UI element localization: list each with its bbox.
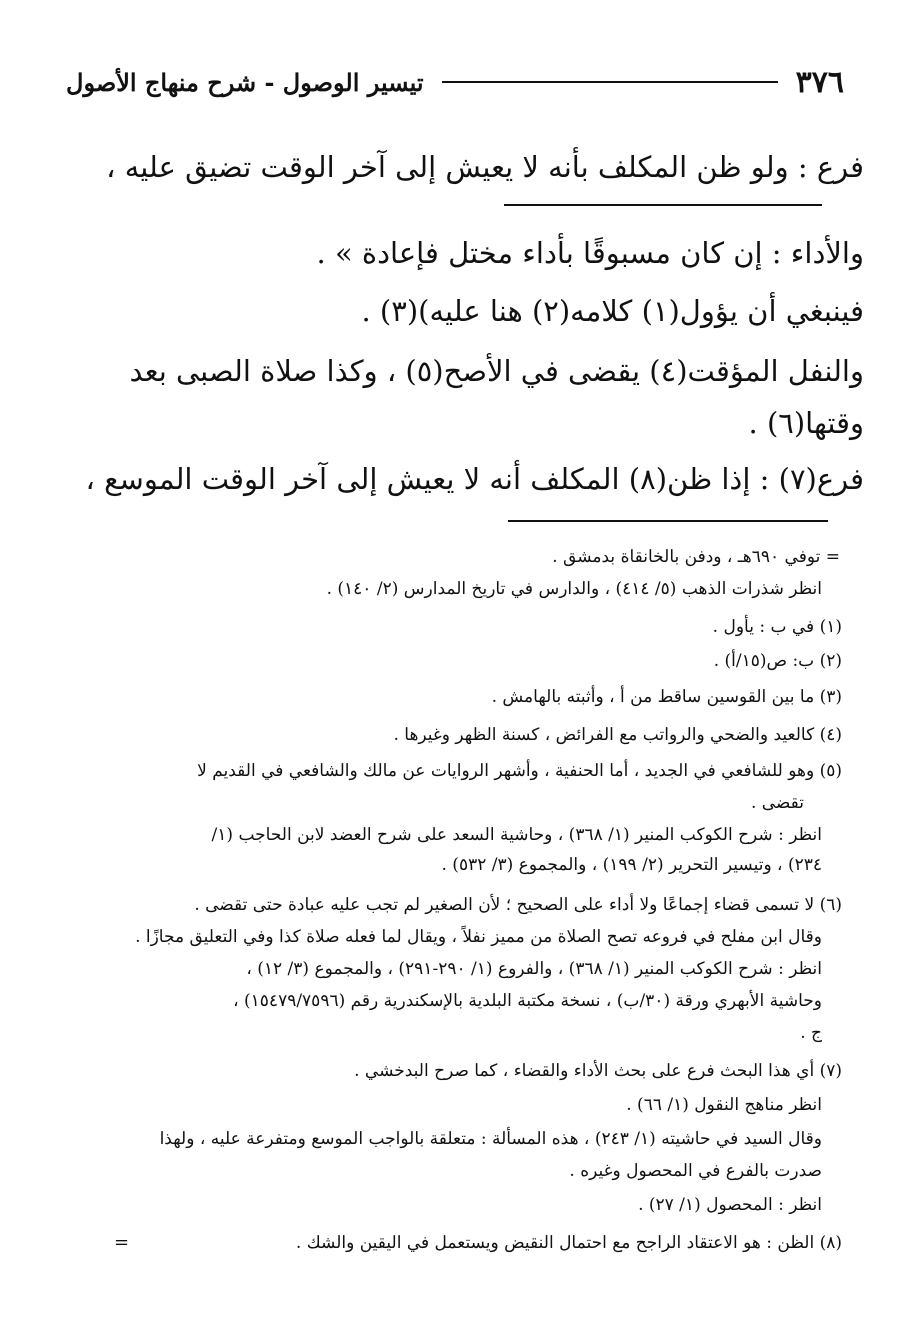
footnote-7-line-3: وقال السيد في حاشيته (١/ ٢٤٣) ، هذه المسألة : متعلقة بالواجب الموسع ومتفرعة عليه ، ولهذا [159, 1129, 822, 1149]
footnote-7-line-2: انظر مناهج النقول (١/ ٦٦) . [626, 1095, 822, 1115]
footnote-7-line-4: صدرت بالفرع في المحصول وغيره . [569, 1161, 822, 1181]
footnote-3: (٣) ما بين القوسين ساقط من أ ، وأثبته بالهامش . [491, 687, 842, 707]
footnote-6-line-2: وقال ابن مفلح في فروعه تصح الصلاة من مميز نفلاً ، ويقال لما فعله صلاة كذا وفي التعليق مجازًا . [135, 927, 822, 947]
footnote-5-line-3: انظر : شرح الكوكب المنير (١/ ٣٦٨) ، وحاشية السعد على شرح العضد لابن الحاجب (١/ [211, 825, 822, 845]
running-title: تيسير الوصول - شرح منهاج الأصول [66, 67, 424, 97]
footnote-separator [508, 520, 828, 522]
main-text-line-3: فينبغي أن يؤول(١) كلامه(٢) هنا عليه)(٣) . [361, 294, 864, 328]
main-text-line-2: والأداء : إن كان مسبوقًا بأداء مختل فإعادة » . [316, 236, 864, 270]
page-number: ٣٧٦ [795, 64, 844, 100]
footnote-5-line-2: تقضى . [750, 793, 804, 813]
footnote-8: (٨) الظن : هو الاعتقاد الراجح مع احتمال النقيض ويستعمل في اليقين والشك . [295, 1233, 842, 1253]
footnote-6-line-1: (٦) لا تسمى قضاء إجماعًا ولا أداء على الصحيح ؛ لأن الصغير لم تجب عليه عبادة حتى تقضى . [194, 895, 842, 915]
footnote-carry-line-2: انظر شذرات الذهب (٥/ ٤١٤) ، والدارس في تاريخ المدارس (٢/ ١٤٠) . [326, 579, 822, 599]
main-text-line-5: وقتها(٦) . [748, 406, 864, 440]
footnote-7-line-5: انظر : المحصول (١/ ٢٧) . [638, 1195, 822, 1215]
footnote-2: (٢) ب: ص(١٥/أ) . [713, 651, 842, 671]
footnote-carry-line-1: = توفي ٦٩٠هـ ، ودفن بالخانقاة بدمشق . [552, 547, 840, 567]
footnote-6-line-4: وحاشية الأبهري ورقة (٣٠/ب) ، نسخة مكتبة البلدية بالإسكندرية رقم (١٥٤٧٩/٧٥٩٦) ، [233, 991, 822, 1011]
main-text-line-6: فرع(٧) : إذا ظن(٨) المكلف أنه لا يعيش إلى آخر الوقت الموسع ، [85, 462, 864, 496]
footnote-1: (١) في ب : يأول . [712, 617, 842, 637]
running-header [66, 62, 844, 102]
main-text-line-1: فرع : ولو ظن المكلف بأنه لا يعيش إلى آخر الوقت تضيق عليه ، [106, 150, 864, 184]
footnote-5-line-4: ٢٣٤) ، وتيسير التحرير (٢/ ١٩٩) ، والمجموع (٣/ ٥٣٢) . [441, 855, 822, 875]
main-separator-1 [504, 204, 822, 206]
header-rule [442, 81, 778, 83]
footnote-6-line-3: انظر : شرح الكوكب المنير (١/ ٣٦٨) ، والفروع (١/ ٢٩٠-٢٩١) ، والمجموع (٣/ ١٢) ، [246, 959, 822, 979]
footnote-5-line-1: (٥) وهو للشافعي في الجديد ، أما الحنفية ، وأشهر الروايات عن مالك والشافعي في القديم لا [197, 761, 842, 781]
footnote-7-line-1: (٧) أي هذا البحث فرع على بحث الأداء والقضاء ، كما صرح البدخشي . [354, 1061, 842, 1081]
footnote-4: (٤) كالعيد والضحي والرواتب مع الفرائض ، كسنة الظهر وغيرها . [393, 725, 842, 745]
footnote-6-line-5: ج . [800, 1023, 822, 1043]
footnote-continuation-mark: = [114, 1232, 130, 1253]
main-text-line-4: والنفل المؤقت(٤) يقضى في الأصح(٥) ، وكذا صلاة الصبى بعد [129, 354, 864, 388]
